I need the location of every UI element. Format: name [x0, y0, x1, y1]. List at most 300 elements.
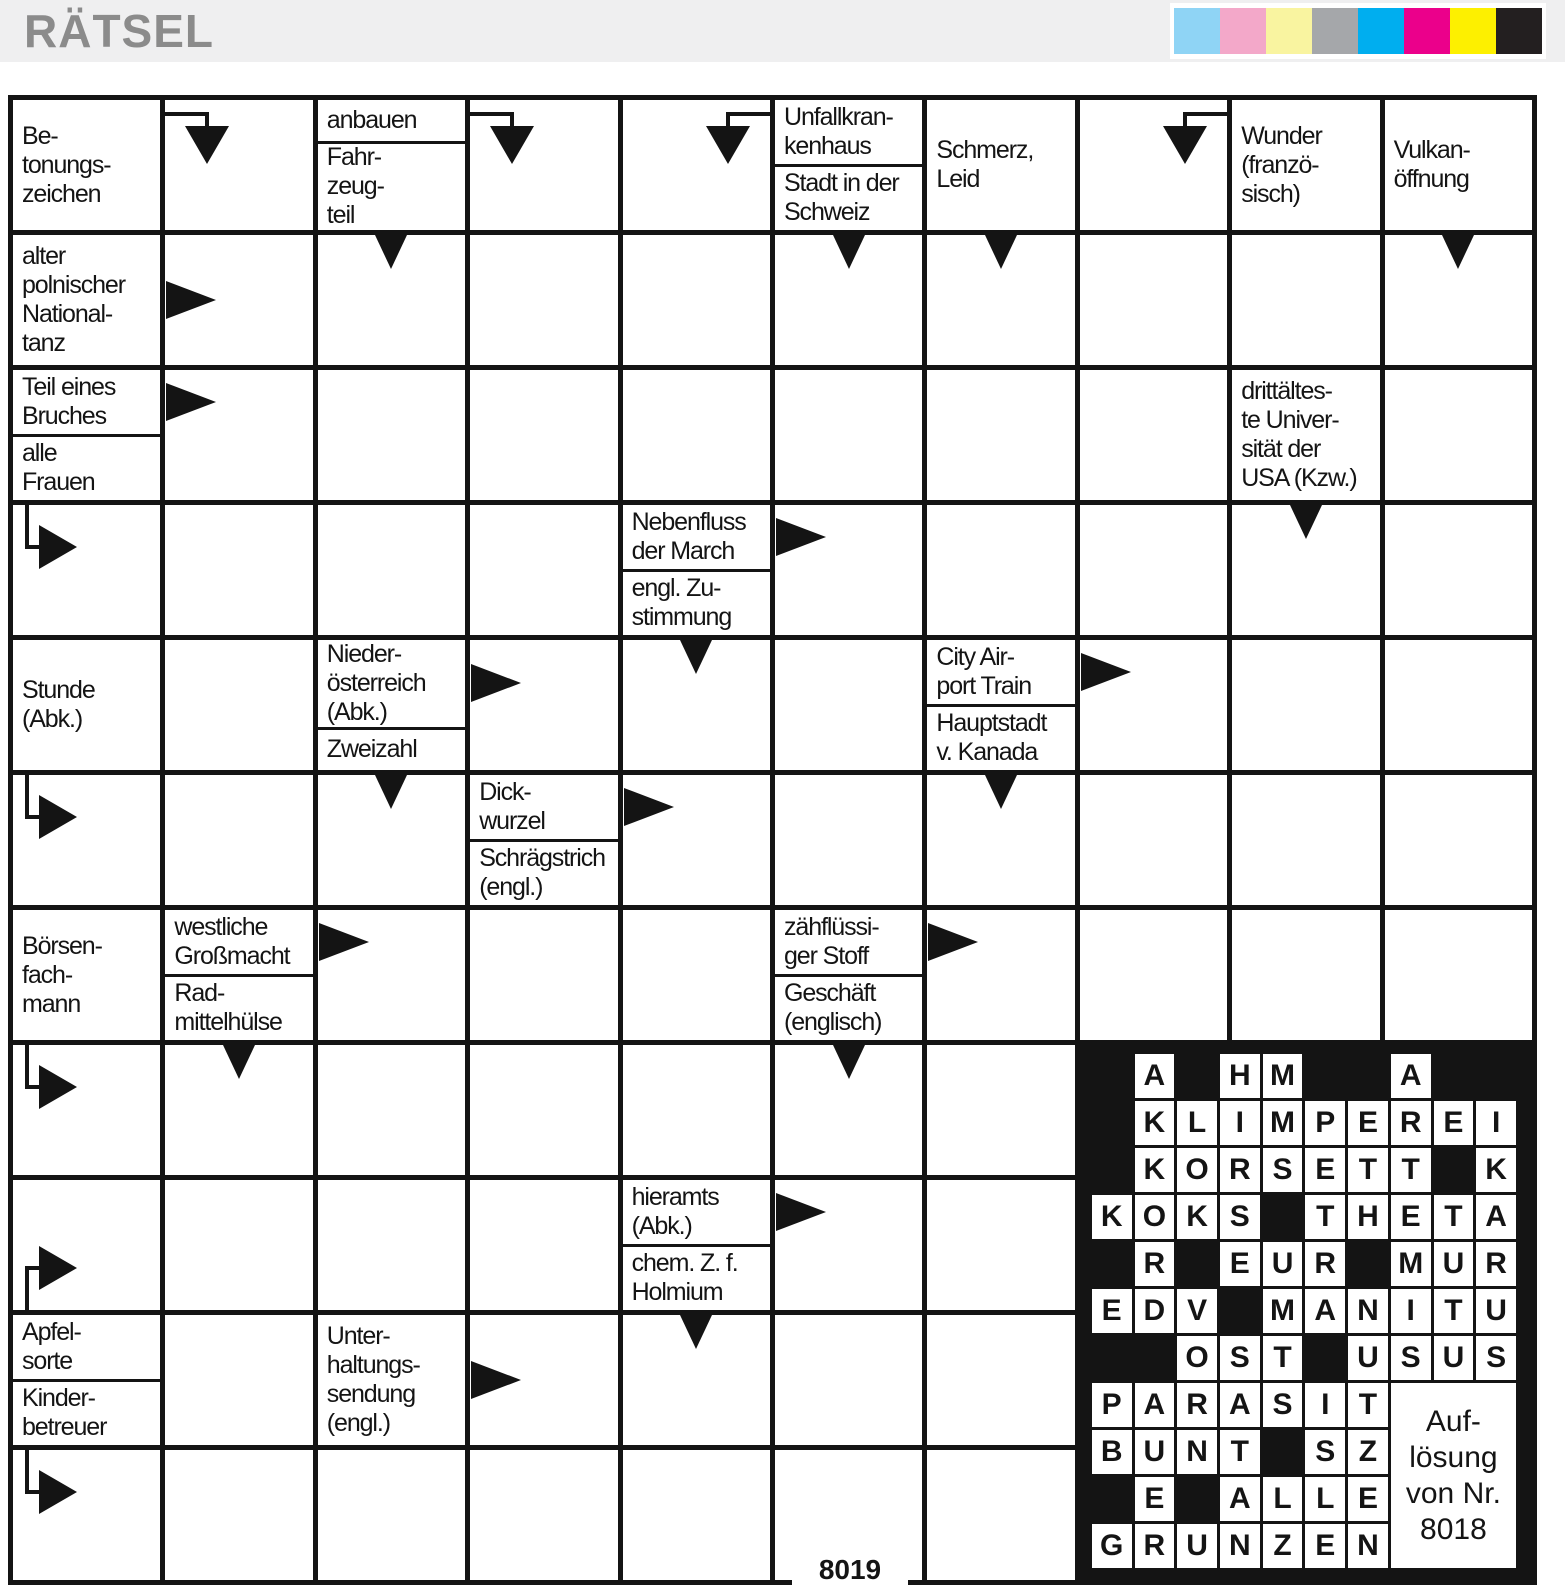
down-arrow-icon [1290, 505, 1322, 539]
answer-cell-r6-c7[interactable] [927, 775, 1074, 905]
bent-right-arrow-icon [39, 1065, 77, 1109]
clue-text [318, 640, 465, 727]
solution-letter-cell: N [1348, 1289, 1388, 1333]
color-calibration-bar [1170, 3, 1546, 59]
answer-cell-r3-c3[interactable] [318, 370, 465, 500]
bent-down-arrow-icon [706, 126, 750, 164]
clue-cell-r7-c1 [13, 910, 160, 1040]
clue-cell-r10-c3 [318, 1315, 465, 1445]
clue-text [13, 1379, 160, 1446]
clue-cell-r7-c2 [165, 910, 312, 1040]
right-arrow-icon [624, 788, 674, 826]
down-arrow-icon [833, 1045, 865, 1079]
answer-cell-r3-c4[interactable] [470, 370, 617, 500]
solution-black-cell [1348, 1054, 1388, 1098]
clue-line: Unfallkran- [783, 102, 893, 131]
solution-letter-cell: T [1434, 1289, 1474, 1333]
answer-cell-r8-c1[interactable] [13, 1045, 160, 1175]
bent-arrow-line [1183, 112, 1227, 116]
answer-cell-r4-c8[interactable] [1080, 505, 1227, 635]
color-swatch-4 [1358, 8, 1404, 54]
bent-arrow-line [25, 1045, 29, 1089]
color-swatch-2 [1266, 8, 1312, 54]
clue-cell-r10-c1 [13, 1315, 160, 1445]
clue-cell-r5-c7 [927, 640, 1074, 770]
clue-line: Nieder- [326, 639, 402, 668]
clue-line: tonungs- [22, 150, 111, 179]
solution-letter-cell: A [1220, 1477, 1260, 1521]
solution-letter-cell: Z [1348, 1430, 1388, 1474]
answer-cell-r7-c4[interactable] [470, 910, 617, 1040]
solution-letter-cell: R [1476, 1242, 1516, 1286]
down-arrow-icon [1442, 235, 1474, 269]
solution-black-cell [1092, 1242, 1132, 1286]
solution-letter-cell: E [1220, 1242, 1260, 1286]
solution-letter-cell: U [1263, 1242, 1303, 1286]
solution-letter-cell: E [1305, 1524, 1345, 1568]
clue-text [775, 974, 922, 1041]
clue-line: sität der [1241, 435, 1321, 463]
clue-line: Börsen- [22, 931, 102, 960]
solution-letter-cell: I [1476, 1101, 1516, 1145]
answer-cell-r5-c4[interactable] [470, 640, 617, 770]
bent-arrow-line [25, 1450, 29, 1494]
answer-cell-r4-c4[interactable] [470, 505, 617, 635]
clue-cell-r1-c1 [13, 100, 160, 230]
solution-letter-cell: T [1263, 1336, 1303, 1380]
answer-cell-r5-c9[interactable] [1232, 640, 1379, 770]
clue-line: Schmerz, [936, 136, 1034, 164]
answer-cell-r2-c10[interactable] [1385, 235, 1532, 365]
clue-line: National- [22, 300, 113, 328]
clue-line: te Univer- [1241, 406, 1339, 434]
bent-arrow-line [25, 505, 29, 549]
solution-letter-cell: E [1348, 1477, 1388, 1521]
solution-letter-cell: V [1177, 1289, 1217, 1333]
solution-note-line: lösung [1409, 1440, 1498, 1474]
answer-cell-r8-c4[interactable] [470, 1045, 617, 1175]
answer-cell-r3-c5[interactable] [623, 370, 770, 500]
clue-line: v. Kanada [936, 738, 1038, 767]
down-arrow-icon [985, 775, 1017, 809]
clue-line: fach- [22, 960, 73, 989]
clue-line: wurzel [479, 806, 545, 835]
answer-cell-r6-c9[interactable] [1232, 775, 1379, 905]
right-arrow-icon [166, 281, 216, 319]
clue-line: Be- [22, 121, 58, 150]
answer-cell-r3-c8[interactable] [1080, 370, 1227, 500]
answer-cell-r10-c2[interactable] [165, 1315, 312, 1445]
solution-black-cell [1135, 1336, 1175, 1380]
clue-text [318, 727, 465, 771]
clue-cell-r5-c1 [13, 640, 160, 770]
answer-cell-r1-c8[interactable] [1080, 100, 1227, 230]
clue-line: Rad- [174, 979, 225, 1008]
answer-cell-r6-c2[interactable] [165, 775, 312, 905]
clue-line: Großmacht [174, 941, 290, 970]
answer-cell-r3-c6[interactable] [775, 370, 922, 500]
answer-cell-r6-c3[interactable] [318, 775, 465, 905]
clue-line: alter [22, 242, 66, 270]
solution-letter-cell: S [1263, 1148, 1303, 1192]
clue-line: zeug- [326, 172, 384, 201]
bent-arrow-line [726, 112, 770, 116]
solution-letter-cell: L [1177, 1101, 1217, 1145]
clue-cell-r7-c6 [775, 910, 922, 1040]
solution-letter-cell: S [1220, 1336, 1260, 1380]
answer-cell-r4-c1[interactable] [13, 505, 160, 635]
color-swatch-5 [1404, 8, 1450, 54]
solution-letter-cell: M [1263, 1101, 1303, 1145]
clue-line: Vulkan- [1393, 136, 1470, 164]
right-arrow-icon [776, 1193, 826, 1231]
right-arrow-icon [319, 923, 369, 961]
solution-letter-cell: H [1348, 1195, 1388, 1239]
answer-cell-r1-c4[interactable] [470, 100, 617, 230]
answer-cell-r10-c7[interactable] [927, 1315, 1074, 1445]
answer-cell-r8-c3[interactable] [318, 1045, 465, 1175]
clue-line: ger Stoff [783, 941, 869, 970]
solution-letter-cell: E [1348, 1101, 1388, 1145]
puzzle-number: 8019 [792, 1552, 908, 1588]
answer-cell-r9-c3[interactable] [318, 1180, 465, 1310]
solution-note [1391, 1383, 1516, 1568]
answer-cell-r2-c3[interactable] [318, 235, 465, 365]
solution-black-cell [1092, 1101, 1132, 1145]
clue-cell-r9-c5 [623, 1180, 770, 1310]
clue-line: österreich [326, 668, 426, 697]
solution-letter-cell: T [1434, 1195, 1474, 1239]
color-swatch-3 [1312, 8, 1358, 54]
answer-cell-r4-c2[interactable] [165, 505, 312, 635]
solution-letter-cell: H [1220, 1054, 1260, 1098]
clue-text [470, 839, 617, 906]
solution-letter-cell: I [1391, 1289, 1431, 1333]
clue-text [13, 910, 160, 1040]
answer-cell-r6-c8[interactable] [1080, 775, 1227, 905]
solution-letter-cell: R [1220, 1148, 1260, 1192]
answer-cell-r5-c5[interactable] [623, 640, 770, 770]
clue-line: öffnung [1393, 165, 1469, 193]
clue-text [1385, 100, 1532, 230]
answer-cell-r8-c7[interactable] [927, 1045, 1074, 1175]
clue-line: Fahr- [326, 143, 382, 172]
solution-black-cell [1220, 1289, 1260, 1333]
solution-letter-cell: E [1391, 1195, 1431, 1239]
answer-cell-r7-c9[interactable] [1232, 910, 1379, 1040]
clue-line: anbauen [326, 105, 417, 134]
bent-down-arrow-icon [490, 126, 534, 164]
clue-text [775, 910, 922, 974]
solution-letter-cell: O [1135, 1195, 1175, 1239]
bent-down-arrow-icon [185, 126, 229, 164]
solution-letter-cell: L [1263, 1477, 1303, 1521]
solution-letter-cell: G [1092, 1524, 1132, 1568]
page-title: RÄTSEL [24, 5, 214, 57]
solution-letter-cell: P [1092, 1383, 1132, 1427]
solution-letter-cell: P [1305, 1101, 1345, 1145]
clue-text [927, 640, 1074, 704]
answer-cell-r4-c7[interactable] [927, 505, 1074, 635]
solution-letter-cell: O [1177, 1336, 1217, 1380]
solution-letter-cell: S [1391, 1336, 1431, 1380]
answer-cell-r9-c2[interactable] [165, 1180, 312, 1310]
clue-text [318, 141, 465, 231]
solution-grid [1075, 1040, 1532, 1580]
solution-letter-cell: M [1263, 1054, 1303, 1098]
clue-text [623, 1244, 770, 1311]
answer-cell-r10-c5[interactable] [623, 1315, 770, 1445]
answer-cell-r11-c1[interactable] [13, 1450, 160, 1580]
solution-letter-cell: M [1263, 1289, 1303, 1333]
clue-line: Leid [936, 165, 980, 193]
right-arrow-icon [776, 518, 826, 556]
clue-cell-r2-c1 [13, 235, 160, 365]
solution-letter-cell: N [1220, 1524, 1260, 1568]
clue-line: Hauptstadt [936, 709, 1047, 738]
clue-cell-r3-c1 [13, 370, 160, 500]
answer-cell-r11-c5[interactable] [623, 1450, 770, 1580]
answer-cell-r3-c10[interactable] [1385, 370, 1532, 500]
solution-letter-cell: A [1220, 1383, 1260, 1427]
clue-line: Schrägstrich [479, 844, 605, 873]
solution-black-cell [1177, 1477, 1217, 1521]
solution-letter-cell: T [1220, 1430, 1260, 1474]
solution-letter-cell: K [1092, 1195, 1132, 1239]
solution-black-cell [1305, 1054, 1345, 1098]
clue-cell-r6-c4 [470, 775, 617, 905]
bent-right-arrow-icon [39, 525, 77, 569]
clue-line: Stadt in der [783, 169, 899, 198]
clue-line: City Air- [936, 642, 1014, 671]
down-arrow-icon [833, 235, 865, 269]
clue-line: teil [326, 201, 355, 230]
solution-letter-cell: K [1177, 1195, 1217, 1239]
clue-line: Zweizahl [326, 735, 417, 764]
solution-letter-cell: U [1177, 1524, 1217, 1568]
color-swatch-0 [1174, 8, 1220, 54]
answer-cell-r6-c6[interactable] [775, 775, 922, 905]
answer-cell-r4-c9[interactable] [1232, 505, 1379, 635]
answer-cell-r2-c6[interactable] [775, 235, 922, 365]
crossword-grid [8, 95, 1537, 1585]
answer-cell-r11-c4[interactable] [470, 1450, 617, 1580]
clue-line: (franzö- [1241, 150, 1319, 179]
clue-text [775, 164, 922, 231]
clue-line: (engl.) [326, 1409, 390, 1437]
color-swatch-6 [1450, 8, 1496, 54]
solution-black-cell [1177, 1054, 1217, 1098]
solution-black-cell [1177, 1242, 1217, 1286]
solution-letter-cell: A [1476, 1195, 1516, 1239]
bent-down-arrow-icon [1163, 126, 1207, 164]
answer-cell-r2-c5[interactable] [623, 235, 770, 365]
answer-cell-r4-c10[interactable] [1385, 505, 1532, 635]
down-arrow-icon [680, 1315, 712, 1349]
clue-line: Kinder- [22, 1384, 95, 1413]
clue-line: USA (Kzw.) [1241, 464, 1357, 492]
clue-line: tanz [22, 329, 65, 357]
clue-line: Nebenfluss [631, 507, 746, 536]
clue-line: Wunder [1241, 121, 1322, 150]
right-arrow-icon [928, 923, 978, 961]
clue-text [13, 640, 160, 770]
bent-arrow-line [25, 1266, 29, 1310]
clue-line: sisch) [1241, 179, 1300, 208]
answer-cell-r8-c2[interactable] [165, 1045, 312, 1175]
clue-line: (Abk.) [631, 1211, 692, 1240]
answer-cell-r1-c2[interactable] [165, 100, 312, 230]
clue-line: drittältes- [1241, 377, 1332, 405]
answer-cell-r3-c7[interactable] [927, 370, 1074, 500]
solution-letter-cell: S [1305, 1430, 1345, 1474]
clue-text [165, 910, 312, 974]
solution-black-cell [1434, 1148, 1474, 1192]
solution-letter-cell: T [1305, 1195, 1345, 1239]
solution-black-cell [1476, 1054, 1516, 1098]
clue-line: zähflüssi- [783, 912, 879, 941]
clue-text [927, 704, 1074, 771]
clue-text [13, 235, 160, 365]
clue-line: alle [22, 439, 57, 468]
clue-cell-r5-c3 [318, 640, 465, 770]
clue-text [1232, 100, 1379, 230]
solution-letter-cell: R [1391, 1101, 1431, 1145]
solution-letter-cell: T [1391, 1148, 1431, 1192]
clue-text [470, 775, 617, 839]
answer-cell-r7-c8[interactable] [1080, 910, 1227, 1040]
bent-right-arrow-icon [39, 795, 77, 839]
clue-line: Holmium [631, 1278, 723, 1307]
down-arrow-icon [223, 1045, 255, 1079]
solution-letter-cell: U [1434, 1336, 1474, 1380]
answer-cell-r5-c6[interactable] [775, 640, 922, 770]
answer-cell-r7-c10[interactable] [1385, 910, 1532, 1040]
answer-cell-r1-c5[interactable] [623, 100, 770, 230]
clue-cell-r3-c9 [1232, 370, 1379, 500]
solution-letter-cell: R [1305, 1242, 1345, 1286]
clue-line: stimmung [631, 603, 732, 632]
answer-cell-r9-c1[interactable] [13, 1180, 160, 1310]
answer-cell-r2-c9[interactable] [1232, 235, 1379, 365]
down-arrow-icon [985, 235, 1017, 269]
solution-black-cell [1348, 1242, 1388, 1286]
answer-cell-r11-c2[interactable] [165, 1450, 312, 1580]
answer-cell-r2-c4[interactable] [470, 235, 617, 365]
clue-line: (englisch) [783, 1008, 882, 1037]
answer-cell-r10-c6[interactable] [775, 1315, 922, 1445]
clue-text [1232, 370, 1379, 500]
clue-cell-r1-c7 [927, 100, 1074, 230]
solution-letter-cell: M [1391, 1242, 1431, 1286]
answer-cell-r5-c2[interactable] [165, 640, 312, 770]
clue-text [623, 505, 770, 569]
solution-letter-cell: N [1348, 1524, 1388, 1568]
clue-line: sorte [22, 1346, 73, 1375]
answer-cell-r2-c7[interactable] [927, 235, 1074, 365]
solution-letter-cell: E [1092, 1289, 1132, 1333]
solution-black-cell [1305, 1336, 1345, 1380]
clue-line: chem. Z. f. [631, 1249, 738, 1278]
answer-cell-r2-c8[interactable] [1080, 235, 1227, 365]
answer-cell-r7-c5[interactable] [623, 910, 770, 1040]
solution-black-cell [1263, 1195, 1303, 1239]
clue-text [13, 1315, 160, 1379]
clue-text [13, 100, 160, 230]
clue-text [165, 974, 312, 1041]
solution-letter-cell: A [1135, 1054, 1175, 1098]
right-arrow-icon [166, 383, 216, 421]
solution-letter-cell: E [1434, 1101, 1474, 1145]
bent-arrow-line [470, 112, 514, 116]
solution-note-line: 8018 [1420, 1512, 1487, 1546]
solution-letter-cell: E [1305, 1148, 1345, 1192]
clue-line: betreuer [22, 1413, 107, 1442]
answer-cell-r11-c7[interactable] [927, 1450, 1074, 1580]
clue-text [13, 370, 160, 434]
clue-cell-r1-c3 [318, 100, 465, 230]
bent-right-arrow-icon [39, 1246, 77, 1290]
answer-cell-r8-c6[interactable] [775, 1045, 922, 1175]
solution-black-cell [1092, 1336, 1132, 1380]
clue-line: engl. Zu- [631, 574, 721, 603]
clue-text [623, 569, 770, 636]
down-arrow-icon [375, 235, 407, 269]
clue-line: Geschäft [783, 979, 876, 1008]
solution-letter-cell: U [1135, 1430, 1175, 1474]
answer-cell-r11-c3[interactable] [318, 1450, 465, 1580]
solution-letter-cell: U [1476, 1289, 1516, 1333]
clue-line: Apfel- [22, 1317, 81, 1346]
clue-text [318, 1315, 465, 1445]
solution-letter-cell: T [1348, 1383, 1388, 1427]
solution-black-cell [1092, 1477, 1132, 1521]
solution-letter-cell: R [1135, 1242, 1175, 1286]
color-swatch-7 [1496, 8, 1542, 54]
solution-letter-cell: R [1135, 1524, 1175, 1568]
clue-line: mittelhülse [174, 1008, 282, 1037]
clue-text [623, 1180, 770, 1244]
clue-line: Schweiz [783, 198, 870, 227]
answer-cell-r8-c5[interactable] [623, 1045, 770, 1175]
clue-line: Unter- [326, 1322, 390, 1350]
clue-line: Frauen [22, 468, 95, 497]
answer-cell-r4-c3[interactable] [318, 505, 465, 635]
color-swatch-1 [1220, 8, 1266, 54]
answer-cell-r6-c1[interactable] [13, 775, 160, 905]
clue-line: sendung [326, 1380, 416, 1408]
clue-text [775, 100, 922, 164]
solution-black-cell [1434, 1054, 1474, 1098]
solution-letter-cell: U [1348, 1336, 1388, 1380]
solution-letter-cell: S [1220, 1195, 1260, 1239]
solution-letter-cell: T [1348, 1148, 1388, 1192]
clue-line: mann [22, 989, 81, 1018]
clue-cell-r4-c5 [623, 505, 770, 635]
answer-cell-r5-c10[interactable] [1385, 640, 1532, 770]
solution-black-cell [1263, 1430, 1303, 1474]
solution-letter-cell: A [1391, 1054, 1431, 1098]
clue-text [927, 100, 1074, 230]
answer-cell-r9-c7[interactable] [927, 1180, 1074, 1310]
answer-cell-r9-c4[interactable] [470, 1180, 617, 1310]
bent-right-arrow-icon [39, 1470, 77, 1514]
clue-cell-r1-c6 [775, 100, 922, 230]
answer-cell-r6-c10[interactable] [1385, 775, 1532, 905]
clue-line: Teil eines [22, 372, 116, 401]
clue-cell-r1-c9 [1232, 100, 1379, 230]
clue-line: Dick- [479, 777, 531, 806]
